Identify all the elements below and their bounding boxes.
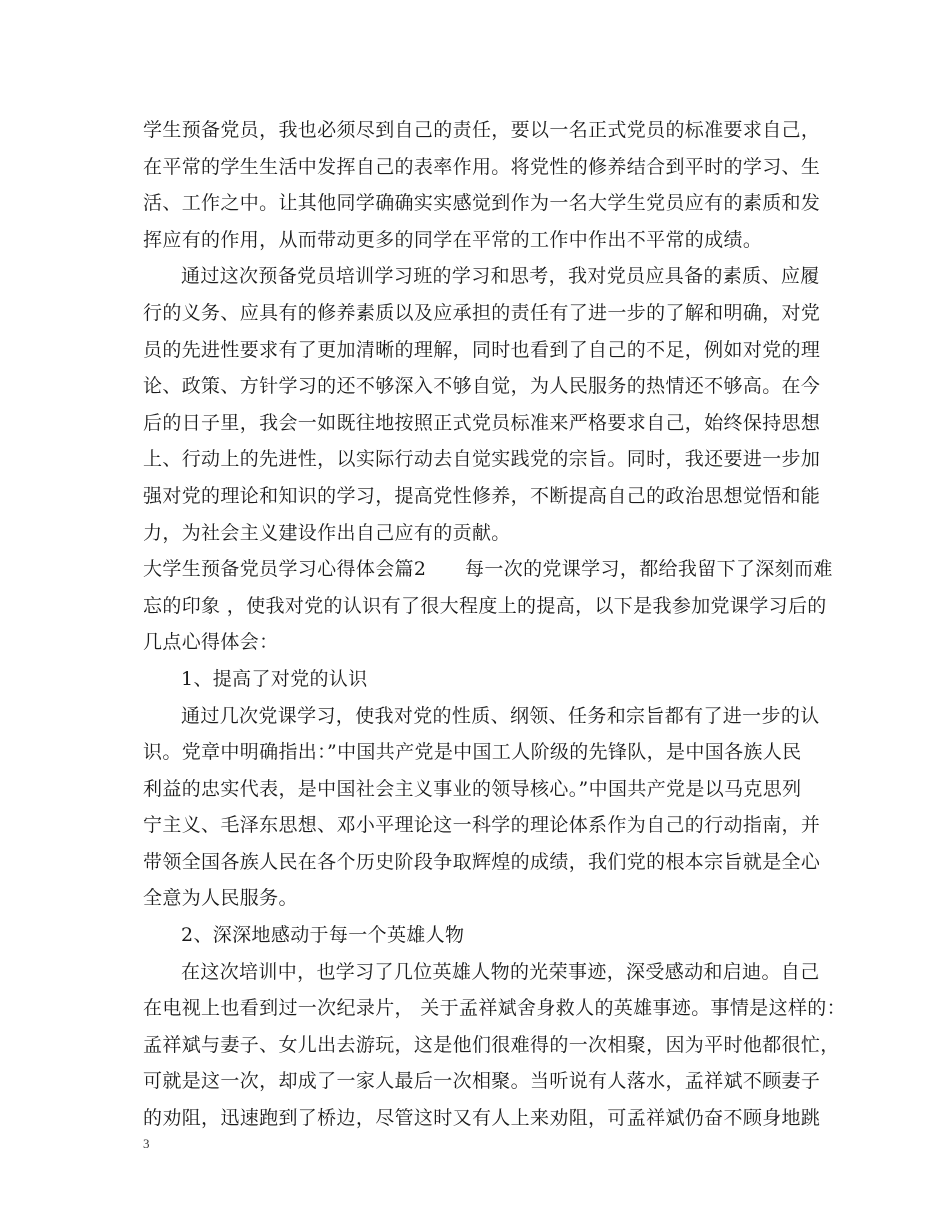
document-body — [143, 112, 846, 1137]
text-line: 的劝阻，迅速跑到了桥边，尽管这时又有人上来劝阻，可孟祥斌仍奋不顾身地跳 — [143, 1107, 821, 1130]
text-line: 全意为人民服务。 — [143, 887, 298, 910]
text-line: 可就是这一次，却成了一家人最后一次相聚。当听说有人落水，孟祥斌不顾妻子 — [143, 1070, 821, 1093]
text-line: 上、行动上的先进性，以实际行动去自觉实践党的宗旨。同时，我还要进一步加 — [143, 448, 821, 471]
text-line: 带领全国各族人民在各个历史阶段争取辉煌的成绩，我们党的根本宗旨就是全心 — [143, 850, 821, 873]
paragraph-first-line: 通过几次党课学习，使我对党的性质、纲领、任务和宗旨都有了进一步的认 — [181, 704, 820, 727]
text-line: 几点心得体会： — [143, 631, 279, 654]
text-line: 行的义务、应具有的修养素质以及应承担的责任有了进一步的了解和明确，对党 — [143, 301, 821, 324]
section-title-line: 大学生预备党员学习心得体会篇2 每一次的党课学习，都给我留下了深刻而难 — [143, 558, 833, 581]
text-line: 强对党的理论和知识的学习，提高党性修养，不断提高自己的政治思想觉悟和能 — [143, 484, 821, 507]
text-line: 识。党章中明确指出：”中国共产党是中国工人阶级的先锋队，是中国各族人民 — [143, 741, 802, 764]
text-line: 论、政策、方针学习的还不够深入不够自觉，为人民服务的热情还不够高。在今 — [143, 375, 821, 398]
text-line: 孟祥斌与妻子、女儿出去游玩，这是他们很难得的一次相聚，因为平时他都很忙， — [143, 1033, 840, 1056]
text-line: 挥应有的作用，从而带动更多的同学在平常的工作中作出不平常的成绩。 — [143, 228, 763, 251]
text-line: 学生预备党员，我也必须尽到自己的责任，要以一名正式党员的标准要求自己， — [143, 119, 821, 141]
text-line: 忘的印象 ，使我对党的认识有了很大程度上的提高，以下是我参加党课学习后的 — [143, 594, 827, 617]
text-line: 活、工作之中。让其他同学确确实实感觉到作为一名大学生党员应有的素质和发 — [143, 192, 821, 215]
subheading-2: 2、深深地感动于每一个英雄人物 — [181, 924, 465, 947]
text-line: 在电视上也看到过一次纪录片， 关于孟祥斌舍身救人的英雄事迹。事情是这样的： — [143, 997, 846, 1020]
paragraph-first-line: 在这次培训中，也学习了几位英雄人物的光荣事迹，深受感动和启迪。自己 — [181, 960, 820, 983]
paragraph-first-line: 通过这次预备党员培训学习班的学习和思考，我对党员应具备的素质、应履 — [181, 265, 820, 288]
text-line: 宁主义、毛泽东思想、邓小平理论这一科学的理论体系作为自己的行动指南，并 — [143, 814, 821, 837]
text-line: 在平常的学生生活中发挥自己的表率作用。将党性的修养结合到平时的学习、生 — [143, 155, 821, 178]
page-number: 3 — [143, 1136, 150, 1151]
text-line: 力，为社会主义建设作出自己应有的贡献。 — [143, 521, 511, 544]
text-line: 利益的忠实代表，是中国社会主义事业的领导核心。”中国共产党是以马克思列 — [143, 777, 802, 800]
text-line: 员的先进性要求有了更加清晰的理解，同时也看到了自己的不足，例如对党的理 — [143, 338, 821, 361]
subheading-1: 1、提高了对党的认识 — [181, 667, 368, 690]
text-line: 后的日子里，我会一如既往地按照正式党员标准来严格要求自己，始终保持思想 — [143, 411, 821, 434]
